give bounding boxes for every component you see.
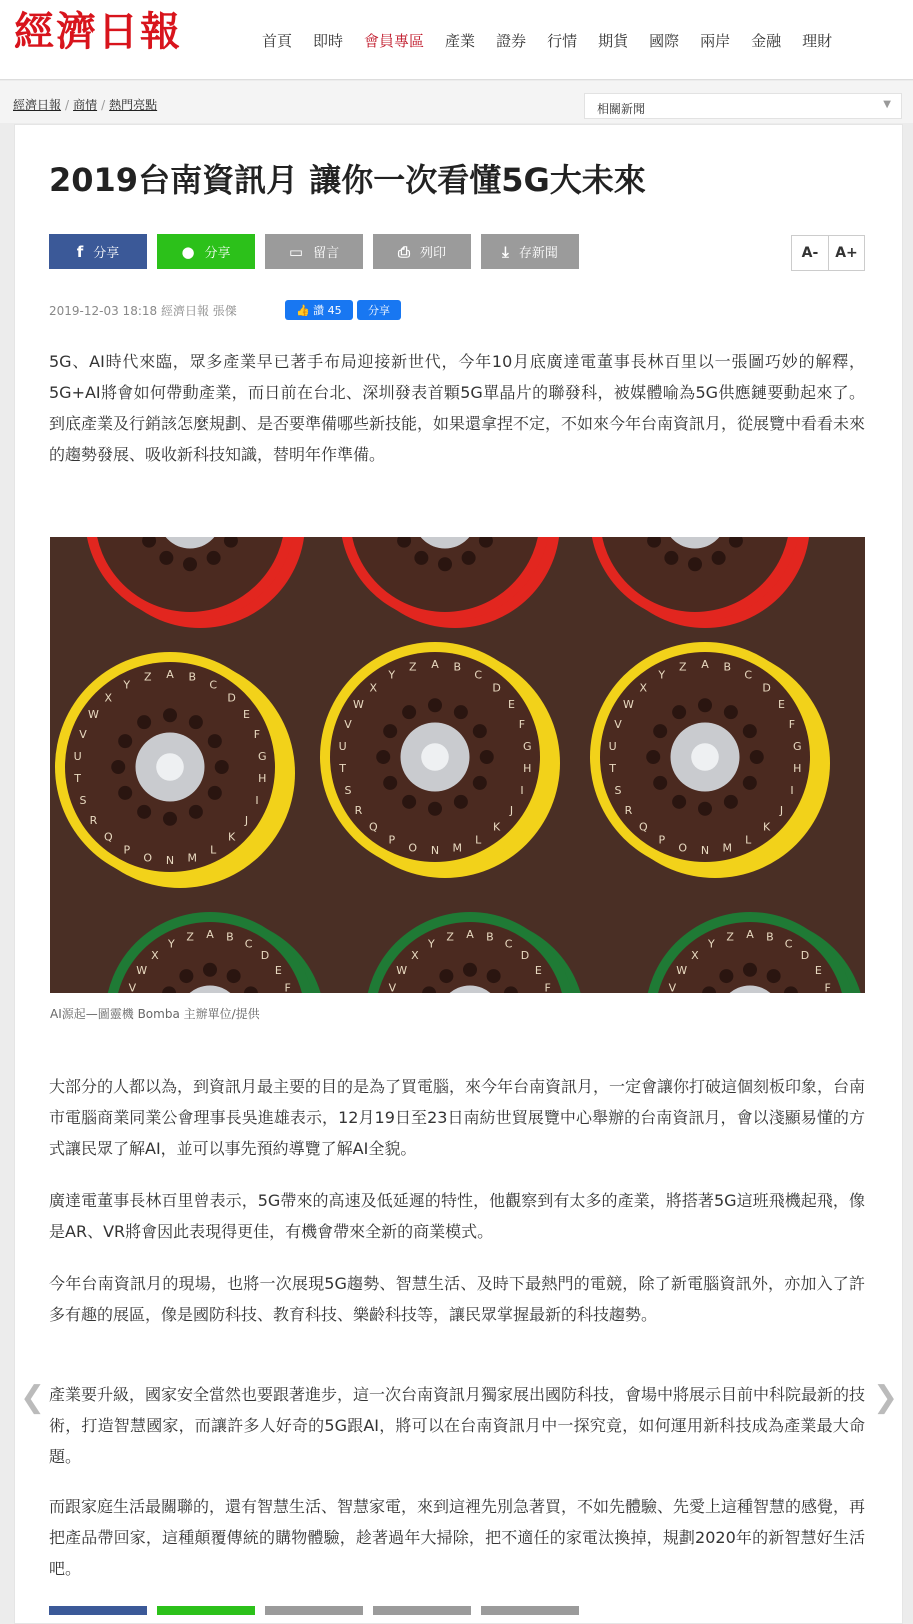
thumbs-up-icon: 👍 — [296, 303, 311, 317]
prev-article-arrow[interactable]: ❮ — [20, 1380, 46, 1415]
nav-item[interactable]: 即時 — [313, 32, 344, 50]
svg-text:A: A — [466, 928, 474, 941]
svg-text:D: D — [227, 691, 236, 705]
svg-text:X: X — [104, 691, 113, 705]
nav-item[interactable]: 證券 — [496, 32, 527, 50]
breadcrumb-home[interactable]: 經濟日報 — [13, 98, 62, 112]
nav-item[interactable]: 行情 — [547, 32, 578, 50]
svg-text:A: A — [701, 658, 709, 671]
svg-text:I: I — [790, 783, 794, 797]
article-paragraph: 而跟家庭生活最關聯的，還有智慧生活、智慧家電，來到這裡先別急著買，不如先體驗、先愛上這種智慧的感覺，再把產品帶回家，這種顛覆傳統的購物體驗，趁著過年大掃除，把不適任的家電汰換掉，規劃2020年的新智慧好生活吧。 — [49, 1497, 866, 1578]
svg-text:U: U — [338, 739, 347, 753]
svg-text:O: O — [143, 851, 153, 865]
svg-text:V: V — [388, 981, 397, 993]
svg-text:E: E — [778, 698, 786, 712]
article-paragraph: 大部分的人都以為，到資訊月最主要的目的是為了買電腦，來今年台南資訊月，一定會讓你打破這個刻板印象，台南市電腦商業同業公會理事長吳進雄表示，12月19日至23日南紡世貿展覽中心舉辦的台南資訊月，會以淺顯易懂的方式讓民眾了解AI，並可以事先預約導覽了解AI全貌。 — [49, 1077, 866, 1158]
svg-text:K: K — [763, 820, 771, 834]
svg-text:J: J — [509, 803, 514, 817]
svg-text:F: F — [544, 981, 551, 993]
svg-text:K: K — [228, 830, 236, 844]
facebook-like-button[interactable] — [285, 300, 353, 320]
nav-item[interactable]: 首頁 — [262, 32, 293, 50]
svg-text:H: H — [258, 772, 267, 786]
svg-text:P: P — [658, 833, 666, 847]
svg-text:O: O — [408, 841, 418, 855]
svg-text:E: E — [508, 698, 516, 712]
article-paragraph: 今年台南資訊月的現場，也將一次展現5G趨勢、智慧生活、及時下最熱門的電競，除了新電腦資訊外，亦加入了許多有趣的展區，像是國防科技、教育科技、樂齡科技等，讓民眾掌握最新的科技趨勢。 — [49, 1274, 865, 1324]
svg-text:V: V — [79, 728, 87, 742]
nav-item[interactable]: 兩岸 — [700, 32, 731, 50]
svg-text:X: X — [639, 681, 648, 695]
svg-text:R: R — [354, 803, 363, 817]
svg-text:V: V — [344, 718, 352, 732]
comment-label: 留言 — [313, 246, 340, 261]
svg-text:I: I — [255, 793, 259, 807]
svg-text:W: W — [88, 708, 99, 722]
svg-text:M: M — [187, 851, 198, 865]
site-logo[interactable]: 經濟日報 — [14, 8, 182, 55]
svg-text:Q: Q — [368, 820, 378, 834]
save-news-button[interactable] — [481, 1606, 579, 1615]
svg-text:Z: Z — [446, 930, 454, 944]
svg-text:D: D — [260, 948, 270, 962]
print-label: 列印 — [420, 246, 447, 261]
svg-text:E: E — [243, 708, 251, 722]
svg-text:J: J — [779, 803, 784, 817]
article-paragraph: 產業要升級，國家安全當然也要跟著進步，這一次台南資訊月獨家展出國防科技，會場中將展示目前中科院最新的技術，打造智慧國家，而讓許多人好奇的5G跟AI，將可以在台南資訊月中一探究竟，如何運用新科技成為產業最大命題。 — [49, 1385, 866, 1466]
svg-text:E: E — [534, 963, 542, 977]
comment-button[interactable] — [265, 1606, 363, 1615]
svg-text:F: F — [284, 981, 291, 993]
comment-icon: ▭ — [288, 242, 304, 261]
font-increase-button[interactable]: A+ — [828, 236, 864, 270]
next-article-arrow[interactable]: ❯ — [873, 1380, 899, 1415]
article-paragraph: 廣達電董事長林百里曾表示，5G帶來的高速及低延遲的特性，他觀察到有太多的產業，將搭著5G這班飛機起飛，像是AR、VR將會因此表現得更佳，有機會帶來全新的商業模式。 — [49, 1191, 865, 1241]
svg-text:T: T — [609, 762, 617, 776]
svg-text:T: T — [339, 762, 347, 776]
site-header — [0, 0, 913, 80]
line-share-button[interactable] — [157, 1606, 255, 1615]
svg-text:W: W — [623, 698, 634, 712]
svg-text:C: C — [209, 678, 218, 692]
related-news-label: 相關新聞 — [597, 102, 646, 116]
svg-text:H: H — [793, 762, 802, 776]
svg-text:N: N — [700, 844, 710, 857]
facebook-icon: f — [76, 242, 84, 261]
svg-text:N: N — [165, 854, 175, 867]
main-nav — [262, 30, 853, 51]
svg-text:Q: Q — [103, 830, 113, 844]
svg-text:E: E — [274, 963, 282, 977]
svg-text:A: A — [431, 658, 439, 671]
share-toolbar — [49, 234, 589, 269]
svg-text:V: V — [668, 981, 677, 993]
svg-text:Y: Y — [168, 937, 175, 951]
svg-text:A: A — [206, 928, 214, 941]
print-button[interactable] — [373, 234, 471, 269]
svg-text:C: C — [504, 937, 513, 951]
svg-text:F: F — [824, 981, 831, 993]
svg-text:G: G — [793, 739, 802, 753]
svg-text:D: D — [492, 681, 501, 695]
bottom-share-toolbar — [49, 1606, 865, 1615]
article-title: 2019台南資訊月 讓你一次看懂5G大未來 — [49, 161, 646, 199]
svg-text:N: N — [430, 844, 440, 857]
svg-text:M: M — [452, 841, 463, 855]
svg-text:C: C — [744, 668, 753, 682]
svg-text:Y: Y — [708, 937, 715, 951]
facebook-share-small-button[interactable]: 分享 — [357, 300, 401, 320]
svg-text:M: M — [722, 841, 733, 855]
svg-text:D: D — [800, 948, 810, 962]
svg-text:A: A — [166, 668, 174, 681]
svg-text:O: O — [678, 841, 688, 855]
font-decrease-button[interactable]: A- — [792, 236, 828, 270]
svg-text:I: I — [520, 783, 524, 797]
svg-text:Z: Z — [408, 660, 417, 674]
svg-text:Z: Z — [186, 930, 194, 944]
svg-text:E: E — [814, 963, 822, 977]
svg-text:G: G — [523, 739, 532, 753]
svg-text:J: J — [244, 813, 249, 827]
print-icon: ⎙ — [397, 242, 410, 261]
svg-text:W: W — [396, 963, 408, 977]
facebook-share-button[interactable] — [49, 234, 147, 269]
svg-text:C: C — [474, 668, 483, 682]
chevron-down-icon: ▼ — [883, 99, 891, 110]
svg-text:A: A — [746, 928, 754, 941]
line-share-button[interactable] — [157, 234, 255, 269]
svg-text:P: P — [123, 843, 131, 857]
svg-text:F: F — [788, 718, 796, 732]
svg-text:S: S — [344, 783, 352, 797]
svg-text:Z: Z — [678, 660, 687, 674]
facebook-share-button[interactable] — [49, 1606, 147, 1615]
print-button[interactable] — [373, 1606, 471, 1615]
related-news-dropdown[interactable] — [584, 93, 902, 119]
svg-text:V: V — [128, 981, 137, 993]
svg-text:Y: Y — [658, 668, 666, 682]
svg-text:B: B — [723, 660, 732, 674]
svg-text:Z: Z — [726, 930, 734, 944]
article-meta: 2019-12-03 18:18 經濟日報 張傑 — [49, 304, 237, 318]
article-paragraph: 5G、AI時代來臨，眾多產業早已著手布局迎接新世代，今年10月底廣達電董事長林百里以一張圖巧妙的解釋，5G+AI將會如何帶動產業，而日前在台北、深圳發表首顆5G單晶片的聯發科，被媒體喻為5G供應鏈要動起來了。到底產業及行銷該怎麼規劃、是否要準備哪些新技能，如果還拿捏不定，不如來今年台南資訊月，從展覽中看看未來的趨勢發展、吸收新科技知識，替明年作準備。 — [49, 352, 866, 464]
svg-text:Y: Y — [428, 937, 435, 951]
nav-item[interactable]: 國際 — [649, 32, 680, 50]
svg-text:L: L — [210, 843, 217, 857]
svg-text:B: B — [188, 670, 197, 684]
svg-text:D: D — [762, 681, 771, 695]
svg-text:S: S — [79, 793, 87, 807]
svg-text:Y: Y — [123, 678, 131, 692]
nav-item[interactable]: 理財 — [802, 32, 833, 50]
svg-text:G: G — [258, 749, 267, 763]
svg-text:C: C — [244, 937, 253, 951]
breadcrumb: 經濟日報 / 商情 / 熱門亮點 — [13, 98, 158, 112]
svg-text:W: W — [136, 963, 148, 977]
svg-text:U: U — [608, 739, 617, 753]
svg-text:Y: Y — [388, 668, 396, 682]
svg-text:K: K — [493, 820, 501, 834]
article-photo — [50, 537, 865, 993]
svg-text:W: W — [676, 963, 688, 977]
svg-text:B: B — [766, 930, 774, 944]
download-icon: ⤓ — [502, 242, 509, 261]
font-size-control — [791, 235, 865, 271]
svg-text:B: B — [486, 930, 494, 944]
save-news-label: 存新聞 — [518, 246, 558, 261]
svg-text:L: L — [475, 833, 482, 847]
svg-text:L: L — [745, 833, 752, 847]
svg-text:F: F — [518, 718, 526, 732]
bomba-machine-illustration — [50, 537, 865, 993]
svg-text:H: H — [523, 762, 532, 776]
svg-text:T: T — [74, 772, 82, 786]
svg-text:W: W — [353, 698, 364, 712]
svg-text:F: F — [253, 728, 261, 742]
svg-text:R: R — [624, 803, 633, 817]
svg-text:D: D — [520, 948, 530, 962]
line-share-label: 分享 — [204, 246, 231, 261]
svg-text:Z: Z — [143, 670, 152, 684]
svg-text:X: X — [691, 948, 699, 962]
svg-text:Q: Q — [638, 820, 648, 834]
breadcrumb-section[interactable]: 商情 — [73, 98, 98, 112]
svg-text:P: P — [388, 833, 396, 847]
nav-item[interactable]: 會員專區 — [364, 32, 425, 50]
like-count: 讚 45 — [313, 304, 342, 317]
save-news-button[interactable] — [481, 234, 579, 269]
facebook-share-label: 分享 — [93, 246, 120, 261]
nav-item[interactable]: 產業 — [445, 32, 476, 50]
svg-text:X: X — [411, 948, 419, 962]
svg-text:B: B — [453, 660, 462, 674]
breadcrumb-subsection[interactable]: 熱門亮點 — [109, 98, 158, 112]
svg-text:S: S — [614, 783, 622, 797]
comment-button[interactable] — [265, 234, 363, 269]
svg-text:B: B — [226, 930, 234, 944]
nav-item[interactable]: 金融 — [751, 32, 782, 50]
svg-text:U: U — [73, 749, 82, 763]
photo-caption: AI源起—圖靈機 Bomba 主辦單位/提供 — [50, 1007, 260, 1021]
line-icon: ● — [181, 242, 195, 261]
nav-item[interactable]: 期貨 — [598, 32, 629, 50]
svg-text:X: X — [151, 948, 159, 962]
svg-text:X: X — [369, 681, 378, 695]
svg-text:V: V — [614, 718, 622, 732]
svg-text:R: R — [89, 813, 98, 827]
svg-text:C: C — [784, 937, 793, 951]
